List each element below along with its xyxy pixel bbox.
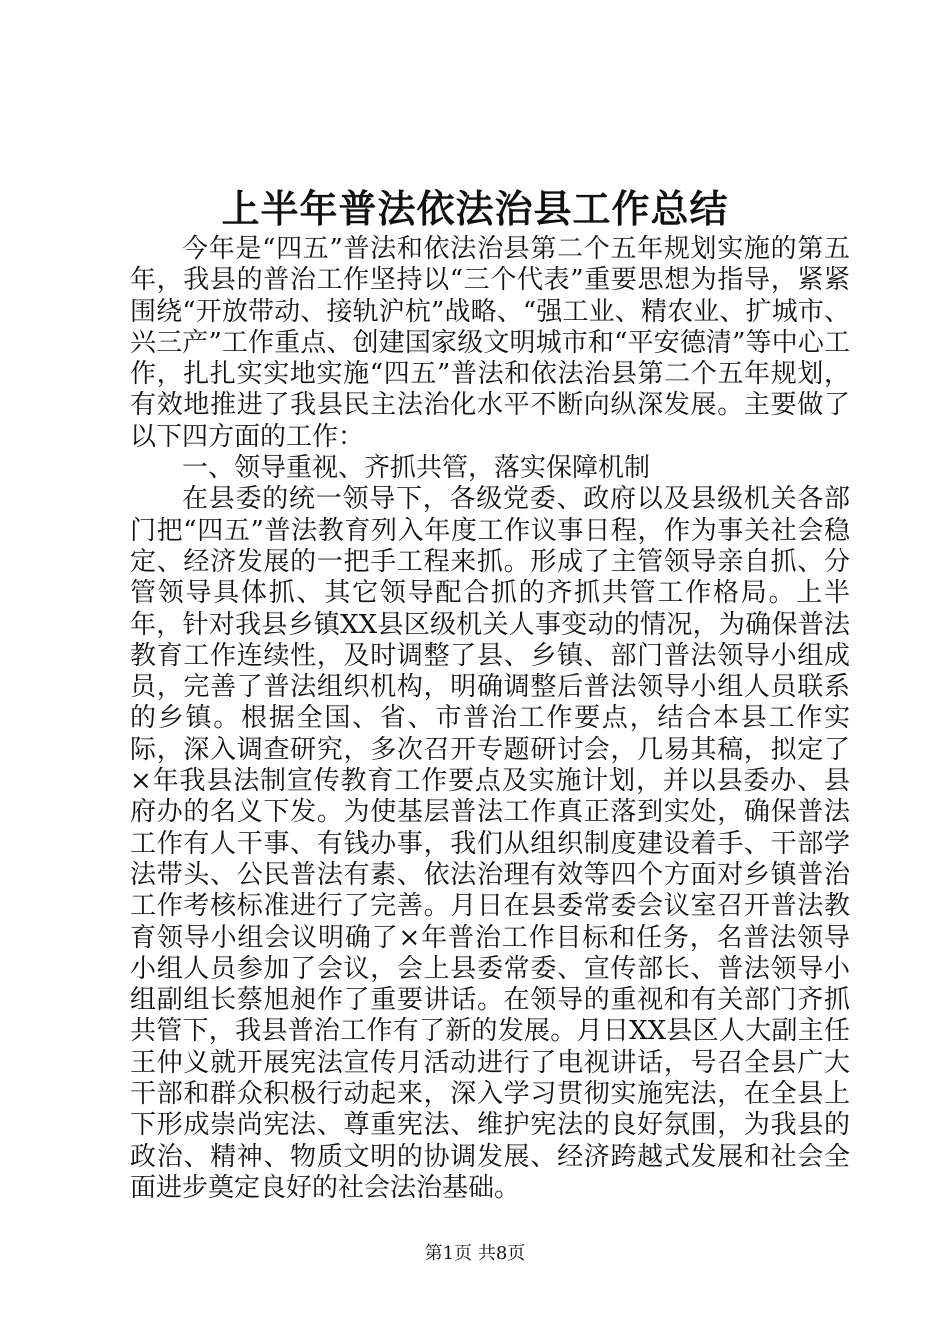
document-body [130, 234, 850, 1204]
page-number-footer: 第1页 共8页 [424, 1243, 526, 1264]
intro-paragraph: 今年是“四五”普法和依法治县第二个五年规划实施的第五年，我县的普治工作坚持以“三个代表”重要思想为指导，紧紧围绕“开放带动、接轨沪杭”战略、“强工业、精农业、扩城市、兴三产”工作重点、创建国家级文明城市和“平安德清”等中心工作，扎扎实实地实施“四五”普法和依法治县第二个五年规划，有效地推进了我县民主法治化水平不断向纵深发展。主要做了以下四方面的工作： [130, 234, 850, 452]
document-title: 上半年普法依法治县工作总结 [221, 186, 729, 231]
section-paragraph: 在县委的统一领导下，各级党委、政府以及县级机关各部门把“四五”普法教育列入年度工作议事日程，作为事关社会稳定、经济发展的一把手工程来抓。形成了主管领导亲自抓、分管领导具体抓、其它领导配合抓的齐抓共管工作格局。上半年，针对我县乡镇XX县区级机关人事变动的情况，为确保普法教育工作连续性，及时调整了县、乡镇、部门普法领导小组成员，完善了普法组织机构，明确调整后普法领导小组人员联系的乡镇。根据全国、省、市普治工作要点，结合本县工作实际，深入调查研究，多次召开专题研讨会，几易其稿，拟定了×年我县法制宣传教育工作要点及实施计划，并以县委办、县府办的名义下发。为使基层普法工作真正落到实处，确保普法工作有人干事、有钱办事，我们从组织制度建设着手、干部学法带头、公民普法有素、依法治理有效等四个方面对乡镇普治工作考核标准进行了完善。月日在县委常委会议室召开普法教育领导小组会议明确了×年普治工作目标和任务，名普法领导小组人员参加了会议，会上县委常委、宣传部长、普法领导小组副组长蔡旭昶作了重要讲话。在领导的重视和有关部门齐抓共管下，我县普治工作有了新的发展。月日XX县区人大副主任王仲义就开展宪法宣传月活动进行了电视讲话，号召全县广大干部和群众积极行动起来，深入学习贯彻实施宪法，在全县上下形成崇尚宪法、尊重宪法、维护宪法的良好氛围，为我县的政治、精神、物质文明的协调发展、经济跨越式发展和社会全面进步奠定良好的社会法治基础。 [130, 484, 850, 1203]
section-heading: 一、领导重视、齐抓共管，落实保障机制 [182, 453, 651, 484]
